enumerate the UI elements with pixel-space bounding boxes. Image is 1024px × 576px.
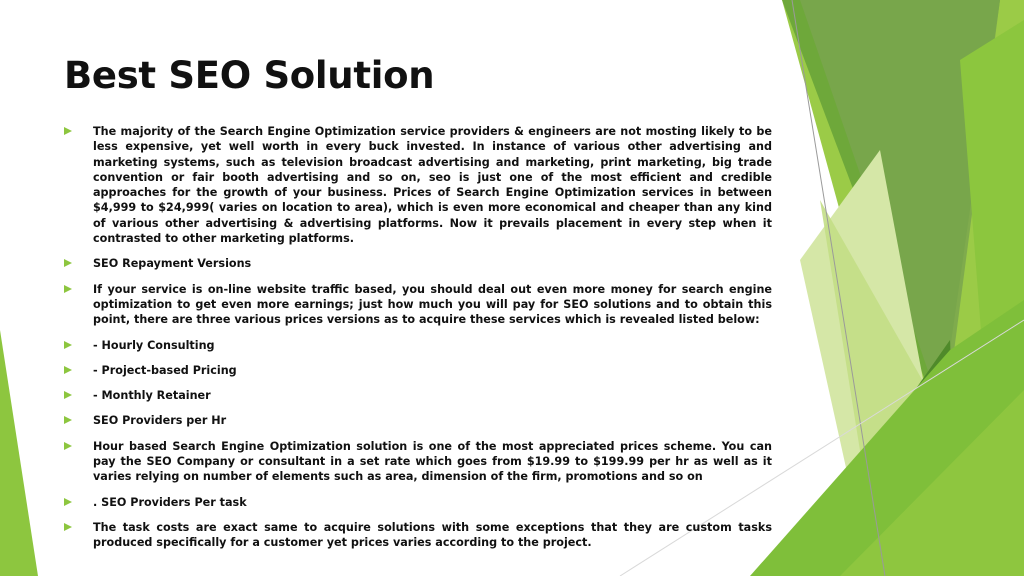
- bullet-item: [62, 520, 772, 551]
- bullet-item: [62, 388, 772, 403]
- bullet-text: - Hourly Consulting: [93, 338, 215, 352]
- bullet-text: - Project-based Pricing: [93, 363, 237, 377]
- bullet-arrow-icon: [64, 498, 72, 506]
- bullet-arrow-icon: [64, 127, 72, 135]
- bullet-arrow-icon: [64, 259, 72, 267]
- bullet-item: [62, 363, 772, 378]
- bullet-item: [62, 282, 772, 328]
- facet-left-sliver: [0, 330, 38, 576]
- bullet-text: SEO Providers per Hr: [93, 414, 227, 428]
- bullet-item: [62, 124, 772, 246]
- bullet-text: Hour based Search Engine Optimization solution is one of the most appreciated prices scheme. You can pay the SEO Company or consultant in a set rate which goes from $19.99 to $199.99 per hr as well as it varies relying on number of elements such as area, dimension of the firm, promotions and so on: [93, 439, 772, 484]
- bullet-text: . SEO Providers Per task: [93, 495, 247, 509]
- bullet-text: If your service is on-line website traffic based, you should deal out even more money for search engine optimization to get even more earnings; just how much you will pay for SEO solutions and to obtain this point, there are three various prices versions as to acquire these services which is revealed listed below:: [93, 282, 772, 327]
- bullet-item: [62, 338, 772, 353]
- bullet-text: The majority of the Search Engine Optimization service providers & engineers are not mosting likely to be less expensive, yet well worth in every buck invested. In instance of various other advertising and marketing systems, such as television broadcast advertising and marketing, print marketing, big trade convention or fair booth advertising and so on, seo is just one of the most efficient and credible approaches for the growth of your business. Prices of Search Engine Optimization services in between $4,999 to $24,999( varies on location to area), which is even more economical and cheaper than any kind of various other advertising & advertising platforms. Now it prevails placement in every step when it contrasted to other marketing platforms.: [93, 125, 772, 246]
- bullet-item: [62, 495, 772, 510]
- bullet-text: - Monthly Retainer: [93, 389, 211, 403]
- bullet-arrow-icon: [64, 523, 72, 531]
- bullet-arrow-icon: [64, 442, 72, 450]
- bullet-item: [62, 413, 772, 428]
- bullet-list: [62, 124, 772, 561]
- bullet-text: SEO Repayment Versions: [93, 257, 252, 271]
- bullet-arrow-icon: [64, 341, 72, 349]
- bullet-arrow-icon: [64, 416, 72, 424]
- bullet-item: [62, 256, 772, 271]
- bullet-text: The task costs are exact same to acquire solutions with some exceptions that they are custom tasks produced specifically for a customer yet prices varies according to the project.: [93, 520, 772, 550]
- slide-title: Best SEO Solution: [64, 54, 435, 97]
- bullet-item: [62, 439, 772, 485]
- bullet-arrow-icon: [64, 366, 72, 374]
- bullet-arrow-icon: [64, 391, 72, 399]
- bullet-arrow-icon: [64, 285, 72, 293]
